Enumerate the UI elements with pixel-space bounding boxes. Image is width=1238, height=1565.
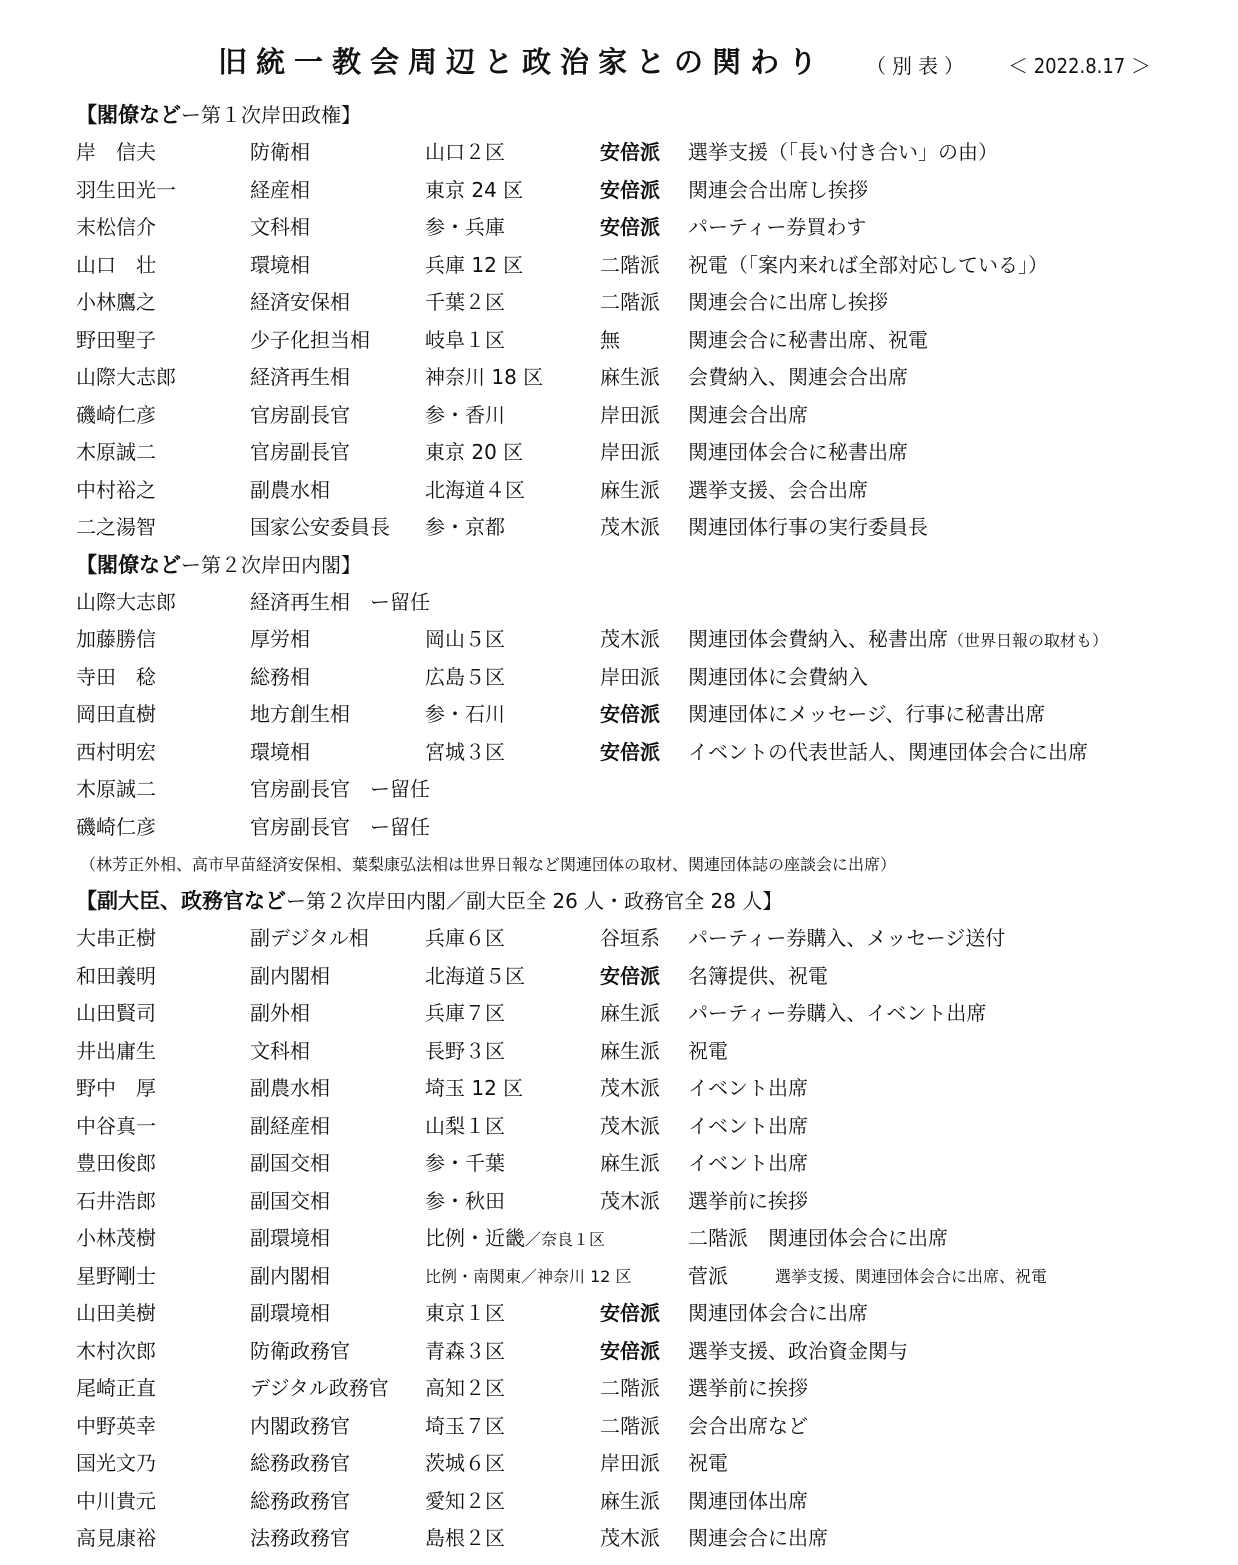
faction: 安倍派 <box>600 1338 660 1363</box>
section-heading-rest: ー第２次岸田内閣／副大臣全 26 人・政務官全 28 人】 <box>286 889 783 913</box>
table-row <box>0 284 1238 322</box>
faction: 二階派 <box>600 1376 660 1400</box>
faction: 茂木派 <box>600 1526 660 1550</box>
politician-name: 木村次郎 <box>76 1338 156 1363</box>
politician-name: 山口 壮 <box>76 252 156 277</box>
relation-note: 選挙支援、会合出席 <box>688 477 868 502</box>
relation-note: 選挙支援、関連団体会合に出席、祝電 <box>775 1266 1048 1286</box>
section-heading-rest: ー第２次岸田内閣】 <box>181 552 361 577</box>
table-row <box>0 472 1238 510</box>
table-row <box>0 1033 1238 1071</box>
faction: 茂木派 <box>600 627 660 651</box>
faction: 岸田派 <box>600 664 660 689</box>
table-row <box>0 172 1238 210</box>
section-heading-rest: ー第１次岸田政権】 <box>181 103 361 127</box>
post: 防衛相 <box>250 140 310 164</box>
politician-name: 磯崎仁彦 <box>76 402 156 427</box>
table-row <box>0 1108 1238 1146</box>
footnote: （林芳正外相、高市早苗経済安保相、葉梨康弘法相は世界日報など関連団体の取材、関連団体誌の座談会に出席） <box>80 855 897 874</box>
district: 北海道４区 <box>425 477 525 502</box>
politician-name: 西村明宏 <box>76 739 156 764</box>
page-title: 旧統一教会周辺と政治家との関わり <box>218 45 827 79</box>
table-row <box>0 958 1238 996</box>
table-row <box>0 995 1238 1033</box>
relation-note: 名簿提供、祝電 <box>688 963 828 988</box>
table-row <box>0 1070 1238 1108</box>
post: 副デジタル相 <box>250 926 369 950</box>
faction: 安倍派 <box>600 215 660 239</box>
post: 副経産相 <box>250 1113 330 1138</box>
post: 副環境相 <box>250 1226 330 1250</box>
post: 経済再生相 ー留任 <box>250 589 430 614</box>
politician-name: 山田賢司 <box>76 1001 156 1025</box>
politician-name: 和田義明 <box>76 963 156 988</box>
table-row <box>0 771 1238 809</box>
faction: 安倍派 <box>600 1301 660 1325</box>
district: 兵庫７区 <box>425 1001 505 1025</box>
table-row <box>0 359 1238 397</box>
faction: 麻生派 <box>600 1488 660 1513</box>
post: 副内閣相 <box>250 1263 330 1288</box>
relation-note: 関連会合出席し挨拶 <box>688 177 868 202</box>
faction: 二階派 <box>600 290 660 314</box>
relation-note: パーティー券購入、イベント出席 <box>688 1001 987 1025</box>
post: 副外相 <box>250 1001 310 1025</box>
relation-note: 会費納入、関連会合出席 <box>688 365 908 389</box>
table-row <box>0 209 1238 247</box>
faction: 麻生派 <box>600 1001 660 1025</box>
district: 参・秋田 <box>425 1188 505 1213</box>
faction: 二階派 <box>600 252 660 277</box>
section-heading-bold: 【閣僚など <box>76 552 181 577</box>
politician-name: 野中 厚 <box>76 1076 156 1100</box>
politician-name: 中川貴元 <box>76 1488 156 1513</box>
faction: 岸田派 <box>600 440 660 464</box>
politician-name: 中村裕之 <box>76 477 156 502</box>
relation-note: 関連団体会合に出席 <box>688 1301 868 1325</box>
relation-note: 関連会合に秘書出席、祝電 <box>688 327 928 352</box>
table-row <box>0 696 1238 734</box>
faction: 麻生派 <box>600 1151 660 1175</box>
relation-note-aside: （世界日報の取材も） <box>948 631 1109 650</box>
faction: 菅派 <box>688 1263 728 1288</box>
table-row <box>0 1333 1238 1371</box>
post: 官房副長官 ー留任 <box>250 814 430 839</box>
district: 岡山５区 <box>425 627 505 651</box>
district: 東京１区 <box>425 1301 505 1325</box>
section-heading-cabinet-2 <box>0 547 1238 584</box>
post: 総務政務官 <box>250 1451 350 1475</box>
relation-note: 会合出席など <box>688 1413 808 1438</box>
table-row <box>0 247 1238 285</box>
politician-name: 山際大志郎 <box>76 589 176 614</box>
table-row <box>0 1370 1238 1408</box>
politician-name: 岡田直樹 <box>76 702 156 726</box>
faction: 茂木派 <box>600 1188 660 1213</box>
politician-name: 磯崎仁彦 <box>76 814 156 839</box>
table-row <box>0 920 1238 958</box>
district: 兵庫 12 区 <box>425 252 524 277</box>
district: 北海道５区 <box>425 963 525 988</box>
post: 総務相 <box>250 664 310 689</box>
relation-note: 関連団体行事の実行委員長 <box>688 515 928 539</box>
politician-name: 石井浩郎 <box>76 1188 156 1213</box>
relation-note: 関連団体会合に秘書出席 <box>688 440 908 464</box>
relation-note: 関連団体に会費納入 <box>688 664 868 689</box>
document-body <box>0 97 1238 1558</box>
politician-name: 国光文乃 <box>76 1451 156 1475</box>
table-row <box>0 1295 1238 1333</box>
relation-note: 関連団体にメッセージ、行事に秘書出席 <box>688 702 1046 726</box>
district: 青森３区 <box>425 1338 505 1363</box>
politician-name: 野田聖子 <box>76 327 156 352</box>
district: 広島５区 <box>425 664 505 689</box>
politician-name: 小林茂樹 <box>76 1226 156 1250</box>
politician-name: 山田美樹 <box>76 1301 156 1325</box>
table-row <box>0 1220 1238 1258</box>
politician-name: 中野英幸 <box>76 1413 156 1438</box>
post: 防衛政務官 <box>250 1338 350 1363</box>
table-row <box>0 1183 1238 1221</box>
district: 山梨１区 <box>425 1113 505 1138</box>
politician-name: 木原誠二 <box>76 777 156 801</box>
post: 官房副長官 ー留任 <box>250 777 430 801</box>
politician-name: 山際大志郎 <box>76 365 176 389</box>
relation-note: 選挙前に挨拶 <box>688 1188 808 1213</box>
post: 環境相 <box>250 252 310 277</box>
table-row <box>0 1445 1238 1483</box>
district: 埼玉７区 <box>425 1413 505 1438</box>
politician-name: 末松信介 <box>76 215 156 239</box>
table-row <box>0 1483 1238 1521</box>
post: 法務政務官 <box>250 1526 350 1550</box>
district: 参・兵庫 <box>425 215 505 239</box>
faction: 安倍派 <box>600 963 660 988</box>
post: 副農水相 <box>250 1076 330 1100</box>
relation-note: 祝電 <box>688 1451 728 1475</box>
relation-note: イベント出席 <box>688 1076 808 1100</box>
date-label: ＜ 2022.8.17 ＞ <box>1008 54 1151 78</box>
table-row <box>0 134 1238 172</box>
district: 兵庫６区 <box>425 926 505 950</box>
table-row <box>0 1408 1238 1446</box>
faction: 麻生派 <box>600 1038 660 1063</box>
politician-name: 尾崎正直 <box>76 1376 156 1400</box>
section-heading-bold: 【閣僚など <box>76 103 181 127</box>
table-row <box>0 1520 1238 1558</box>
district: 高知２区 <box>425 1376 505 1400</box>
section-heading-vice-ministers <box>0 883 1238 920</box>
district-aside: ／奈良１区 <box>525 1230 606 1249</box>
relation-note: 選挙支援、政治資金関与 <box>688 1338 908 1363</box>
district: 参・千葉 <box>425 1151 505 1175</box>
district-main: 比例・近畿 <box>425 1226 525 1250</box>
post: 経産相 <box>250 177 310 202</box>
relation-note-main: 関連団体会費納入、秘書出席 <box>688 627 948 651</box>
politician-name: 岸 信夫 <box>76 140 156 164</box>
faction: 安倍派 <box>600 140 660 164</box>
relation-note: パーティー券購入、メッセージ送付 <box>688 926 1006 950</box>
page-header <box>0 40 1238 84</box>
politician-name: 羽生田光一 <box>76 177 176 202</box>
faction: 岸田派 <box>600 402 660 427</box>
post: 経済安保相 <box>250 290 350 314</box>
district: 長野３区 <box>425 1038 505 1063</box>
section-heading-bold: 【副大臣、政務官など <box>76 889 286 913</box>
politician-name: 豊田俊郎 <box>76 1151 156 1175</box>
table-row <box>0 621 1238 659</box>
politician-name: 小林鷹之 <box>76 290 156 314</box>
table-row <box>0 434 1238 472</box>
post: デジタル政務官 <box>250 1376 389 1400</box>
post: 官房副長官 <box>250 440 350 464</box>
relation-note: イベント出席 <box>688 1113 808 1138</box>
politician-name: 二之湯智 <box>76 515 156 539</box>
politician-name: 高見康裕 <box>76 1526 156 1550</box>
politician-name: 大串正樹 <box>76 926 156 950</box>
table-row <box>0 509 1238 547</box>
district: 神奈川 18 区 <box>425 365 544 389</box>
table-row <box>0 397 1238 435</box>
district: 比例・南関東／神奈川 12 区 <box>425 1266 632 1286</box>
district: 茨城６区 <box>425 1451 505 1475</box>
post: 総務政務官 <box>250 1488 350 1513</box>
district: 山口２区 <box>425 140 505 164</box>
relation-note: 関連会合に出席 <box>688 1526 828 1550</box>
faction: 安倍派 <box>600 739 660 764</box>
faction: 安倍派 <box>600 177 660 202</box>
post: 内閣政務官 <box>250 1413 350 1438</box>
faction: 茂木派 <box>600 1113 660 1138</box>
district: 東京 24 区 <box>425 177 524 202</box>
district: 千葉２区 <box>425 290 505 314</box>
table-row <box>0 1145 1238 1183</box>
post: 経済再生相 <box>250 365 350 389</box>
post: 副農水相 <box>250 477 330 502</box>
table-row <box>0 584 1238 622</box>
post: 副国交相 <box>250 1151 330 1175</box>
faction: 麻生派 <box>600 477 660 502</box>
district: 宮城３区 <box>425 739 505 764</box>
district: 島根２区 <box>425 1526 505 1550</box>
faction: 二階派 <box>600 1413 660 1438</box>
politician-name: 加藤勝信 <box>76 627 156 651</box>
faction-and-note: 二階派 関連団体会合に出席 <box>688 1226 948 1250</box>
section-heading-cabinet-1 <box>0 97 1238 134</box>
faction: 無 <box>600 327 620 352</box>
district <box>425 1220 605 1259</box>
post: 環境相 <box>250 739 310 764</box>
politician-name: 井出庸生 <box>76 1038 156 1063</box>
district: 参・石川 <box>425 702 505 726</box>
post: 厚労相 <box>250 627 310 651</box>
politician-name: 星野剛士 <box>76 1263 156 1288</box>
post: 地方創生相 <box>250 702 350 726</box>
post: 副内閣相 <box>250 963 330 988</box>
post: 副国交相 <box>250 1188 330 1213</box>
politician-name: 中谷真一 <box>76 1113 156 1138</box>
district: 愛知２区 <box>425 1488 505 1513</box>
faction: 麻生派 <box>600 365 660 389</box>
post: 国家公安委員長 <box>250 515 390 539</box>
relation-note: 関連会合出席 <box>688 402 808 427</box>
faction: 安倍派 <box>600 702 660 726</box>
relation-note: イベントの代表世話人、関連団体会合に出席 <box>688 739 1088 764</box>
faction: 茂木派 <box>600 1076 660 1100</box>
post: 文科相 <box>250 215 310 239</box>
relation-note: 関連団体出席 <box>688 1488 808 1513</box>
relation-note: 祝電（「案内来れば全部対応している」） <box>688 252 1048 277</box>
table-row <box>0 734 1238 772</box>
post: 文科相 <box>250 1038 310 1063</box>
faction: 谷垣系 <box>600 926 660 950</box>
faction: 茂木派 <box>600 515 660 539</box>
politician-name: 木原誠二 <box>76 440 156 464</box>
table-row <box>0 322 1238 360</box>
post: 少子化担当相 <box>250 327 370 352</box>
table-row <box>0 809 1238 847</box>
attachment-label: （別表） <box>866 54 970 78</box>
relation-note: 関連会合に出席し挨拶 <box>688 290 888 314</box>
relation-note: 選挙支援（「長い付き合い」の由） <box>688 140 998 164</box>
district: 埼玉 12 区 <box>425 1076 524 1100</box>
post: 副環境相 <box>250 1301 330 1325</box>
relation-note: 祝電 <box>688 1038 728 1063</box>
relation-note: パーティー券買わす <box>688 215 867 239</box>
table-row <box>0 659 1238 697</box>
relation-note: イベント出席 <box>688 1151 808 1175</box>
post: 官房副長官 <box>250 402 350 427</box>
relation-note <box>688 621 1108 660</box>
district: 参・京都 <box>425 515 505 539</box>
district: 岐阜１区 <box>425 327 505 352</box>
table-row <box>0 1258 1238 1296</box>
politician-name: 寺田 稔 <box>76 664 156 689</box>
faction: 岸田派 <box>600 1451 660 1475</box>
district: 参・香川 <box>425 402 505 427</box>
relation-note: 選挙前に挨拶 <box>688 1376 808 1400</box>
district: 東京 20 区 <box>425 440 524 464</box>
